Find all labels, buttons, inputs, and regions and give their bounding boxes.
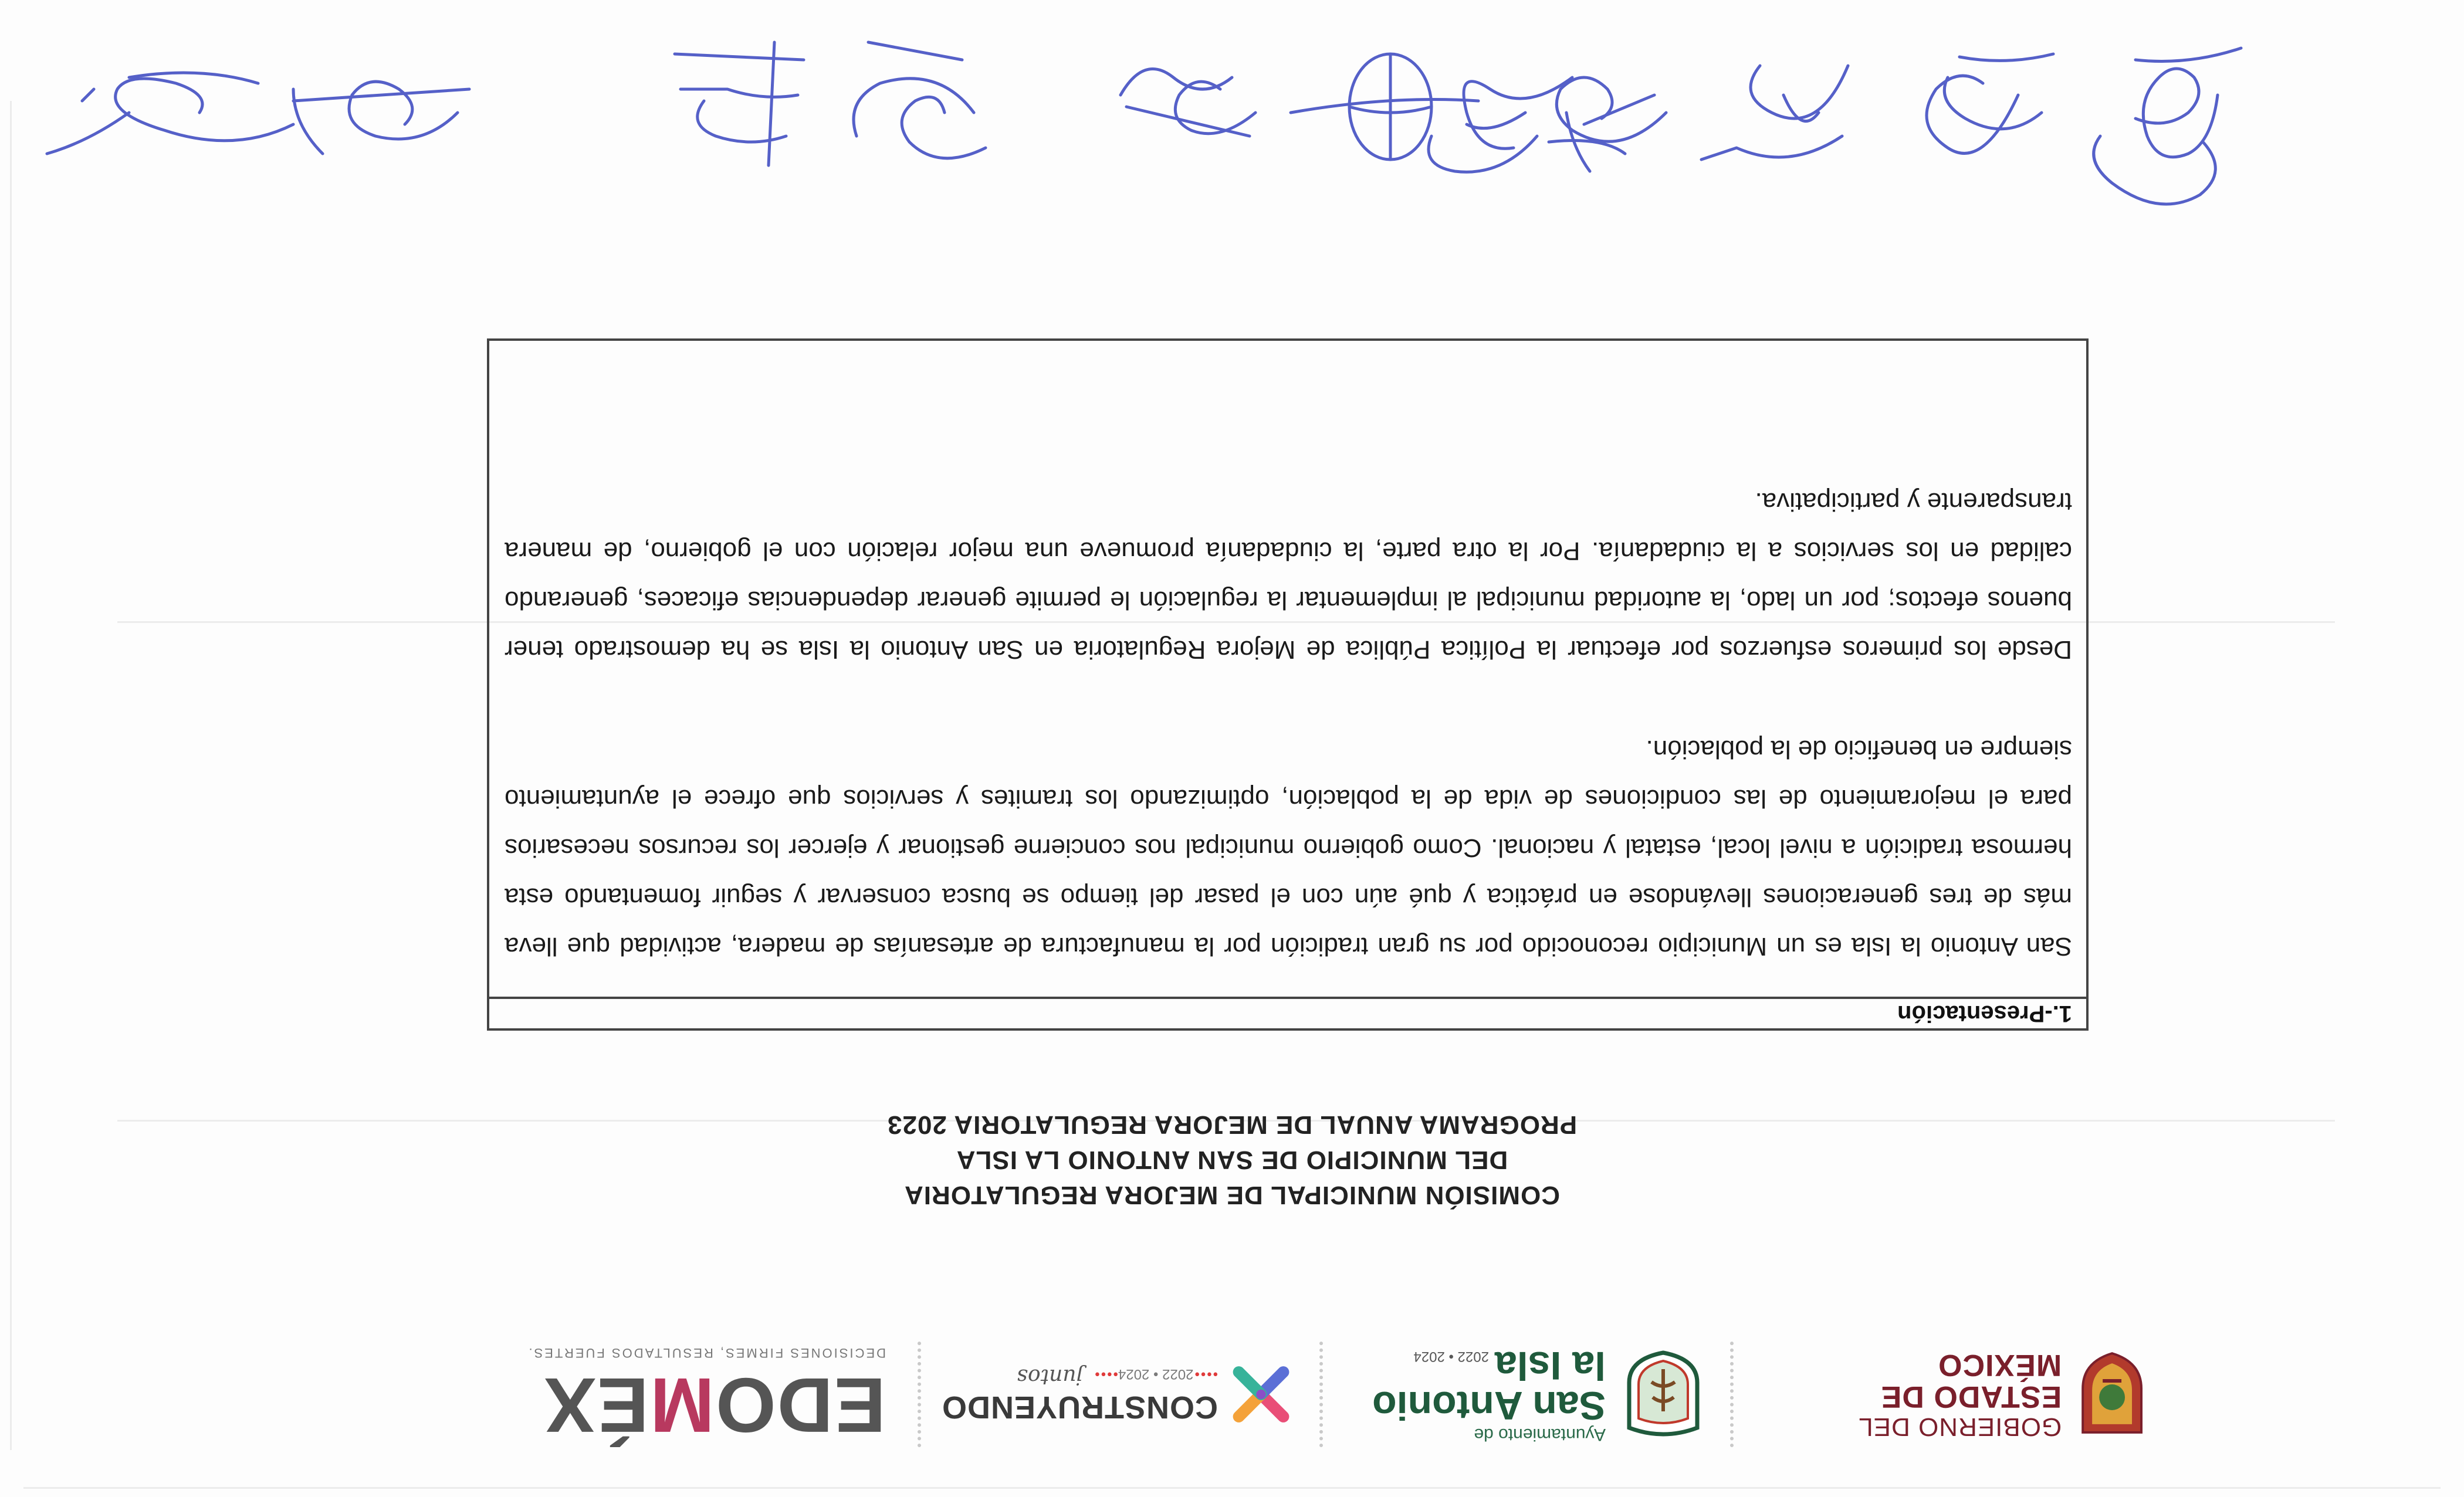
signature-8 [854,42,986,158]
logo-separator [1319,1342,1323,1447]
paragraph-2: Desde los primeros esfuerzos por efectuar la Política Pública de Mejora Regulatoria en San Antonio la Isla se ha demostrado tener buenos efectos; por un lado, la autoridad municipal al implementar la regulación le permite generar dependencias eficaces, generando calidad en los servicios a la ciudadanía. Por la otra parte, la ciudadanía promueve una mejor relación con el gobierno, de manera transparente y participativa. [505,487,2072,664]
state-coat-of-arms-icon [2077,1350,2147,1438]
scan-edge-right [10,101,12,1450]
logo-separator [1730,1342,1734,1447]
edomex-logo [475,1333,886,1456]
section-heading: 1.-Presentación [489,997,2086,1028]
scan-edge-top [23,1487,2441,1489]
signature-3 [1701,66,1848,160]
signature-7 [1121,69,1255,136]
colorful-x-icon [1228,1339,1294,1450]
san-antonio-la-isla-logo [1341,1333,1704,1456]
signature-5 [1429,77,1572,172]
signature-11 [47,73,293,154]
construyendo-word: CONSTRUYENDO [942,1390,1219,1425]
header-logo-strip [287,1333,2147,1456]
municipal-seal-icon [1622,1350,1704,1438]
edomex-word-c: ÉX [543,1362,649,1448]
signature-4 [1549,77,1666,171]
edomex-tagline: DECISIONES FIRMES, RESULTADOS FUERTES. [527,1346,886,1360]
signature-2 [1927,54,2053,153]
edomex-word-b: M [648,1362,715,1448]
signature-1 [2094,48,2241,204]
construyendo-juntos-logo [942,1333,1294,1456]
municipio-text [1372,1343,1606,1444]
municipio-prefix: Ayuntamiento de [1474,1425,1606,1444]
municipio-name-1: San Antonio [1372,1383,1606,1428]
title-line-3: PROGRAMA ANUAL DE MEJORA REGULATORIA 2023 [886,1110,1578,1139]
edomex-wordmark [543,1362,886,1448]
title-line-2: DEL MUNICIPIO DE SAN ANTONIO LA ISLA [956,1146,1508,1174]
gobierno-line2: ESTADO DE MÉXICO [1880,1347,2062,1414]
gobierno-text [1748,1349,2062,1440]
gobierno-estado-logo [1748,1333,2147,1456]
construyendo-script: juntos [1017,1364,1083,1388]
logo-separator [918,1342,921,1447]
signature-9 [675,42,804,165]
title-line-1: COMISIÓN MUNICIPAL DE MEJORA REGULATORIA [903,1181,1561,1210]
signature-6 [1291,54,1478,160]
gobierno-line1: GOBIERNO DEL [1858,1412,2062,1441]
document-titles [868,1107,1596,1212]
presentation-section-box [487,338,2089,1031]
municipio-years: 2022 • 2024 [1413,1349,1489,1364]
municipio-name-2: la Isla [1494,1343,1606,1388]
paragraph-1: San Antonio la Isla es un Municipio reconocido por su gran tradición por la manufactura de artesanías de madera, actividad que lleva más de tres generaciones llevándose en práctica y qué aún con el pasar del tiempo se busca conservar y seguir fomentando esta hermosa tradición a nivel local, estatal y nacional. Como gobierno municipal nos concierne gestionar y ejercer los recursos necesarios para el mejoramiento de las condiciones de vida de la población, optimizando los tramites y servicios que ofrece el ayuntamiento siempre en beneficio de la población. [505,735,2072,961]
signatures-svg [0,0,2464,289]
construyendo-years: 2022 • 2024 [1118,1366,1194,1382]
signatures-area [0,0,2464,289]
construyendo-text: CONSTRUYENDO ••••2022 • 2024•••• juntos [942,1364,1219,1425]
section-body [505,426,2072,971]
edomex-word-a: EDO [714,1362,886,1448]
signature-10 [293,82,469,154]
